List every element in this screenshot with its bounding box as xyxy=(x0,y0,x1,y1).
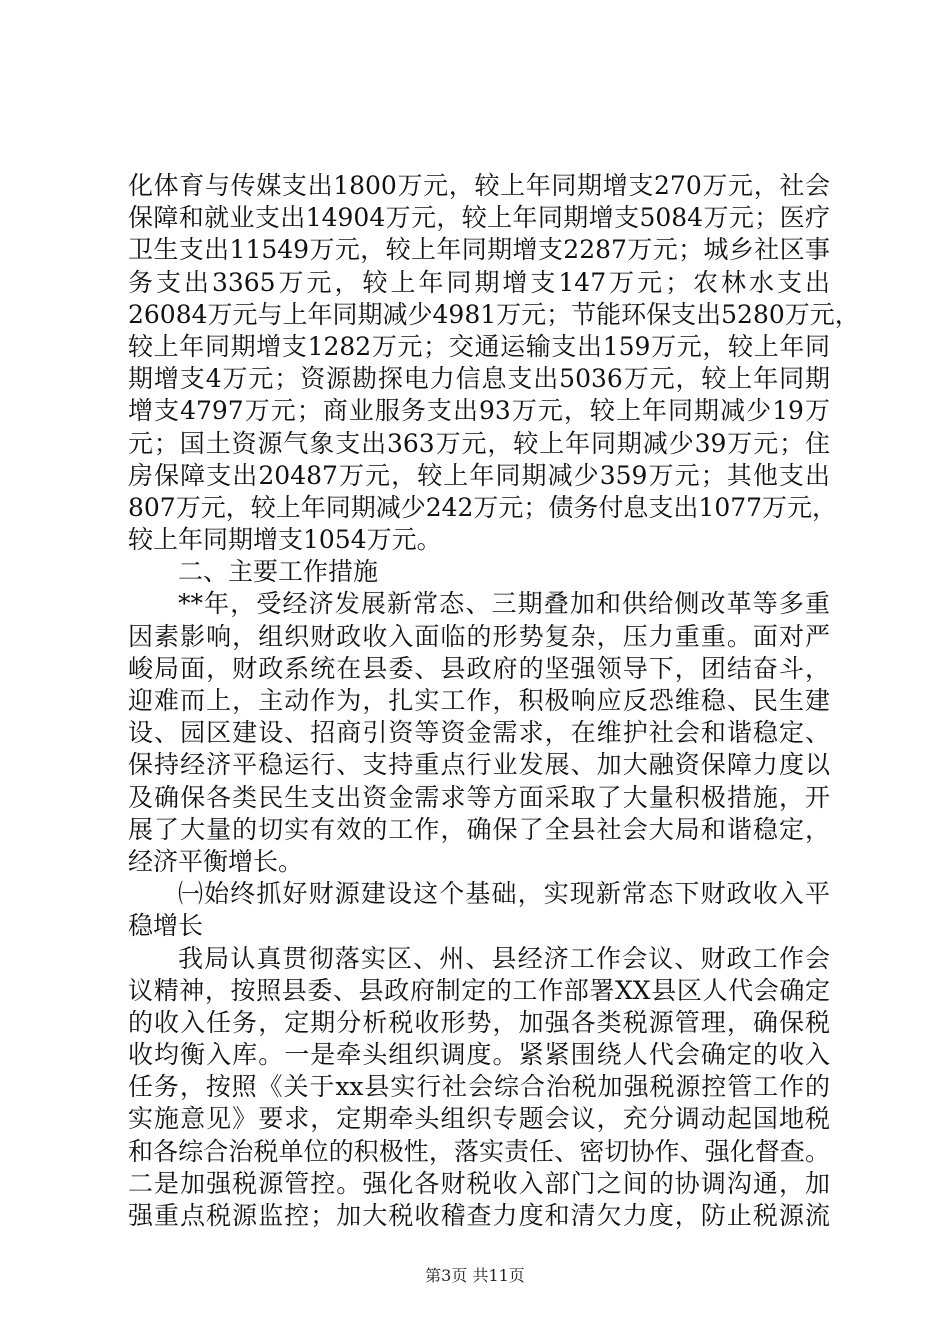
text-line: 展了大量的切实有效的工作，确保了全县社会大局和谐稳定， xyxy=(128,814,830,844)
paragraph-expenditure xyxy=(128,170,860,556)
text-line: 保障和就业支出14904万元，较上年同期增支5084万元；医疗 xyxy=(128,203,830,233)
text-line: 元；国土资源气象支出363万元，较上年同期减少39万元；住 xyxy=(128,428,830,458)
text-line: 经济平衡增长。 xyxy=(128,846,304,876)
paragraph-revenue xyxy=(128,943,830,1233)
text-line: ㈠始终抓好财源建设这个基础，实现新常态下财政收入平 xyxy=(178,879,830,909)
text-line: 增支4797万元；商业服务支出93万元，较上年同期减少19万 xyxy=(128,396,830,426)
text-line: 任务，按照《关于xx县实行社会综合治税加强税源控管工作的 xyxy=(128,1072,830,1102)
text-line: **年，受经济发展新常态、三期叠加和供给侧改革等多重 xyxy=(178,589,830,619)
text-line: 强重点税源监控；加大税收稽查力度和清欠力度，防止税源流 xyxy=(128,1201,830,1230)
section-heading: 二、主要工作措施 xyxy=(178,557,379,587)
text-line: 化体育与传媒支出1800万元，较上年同期增支270万元，社会 xyxy=(128,171,830,200)
text-line: 807万元，较上年同期减少242万元；债务付息支出1077万元， xyxy=(128,492,838,522)
document-body xyxy=(128,170,860,1232)
text-line: 因素影响，组织财政收入面临的形势复杂，压力重重。面对严 xyxy=(128,621,830,651)
text-line: 迎难而上，主动作为，扎实工作，积极响应反恐维稳、民生建 xyxy=(128,686,830,715)
text-line: 务支出3365万元，较上年同期增支147万元；农林水支出 xyxy=(128,267,830,297)
text-line: 稳增长 xyxy=(128,911,204,941)
paragraph-measures xyxy=(128,588,830,878)
text-line: 房保障支出20487万元，较上年同期减少359万元；其他支出 xyxy=(128,460,830,490)
text-line: 二是加强税源管控。强化各财税收入部门之间的协调沟通，加 xyxy=(128,1168,830,1198)
text-line: 保持经济平稳运行、支持重点行业发展、加大融资保障力度以 xyxy=(128,750,830,780)
text-line: 期增支4万元；资源勘探电力信息支出5036万元，较上年同期 xyxy=(128,364,830,394)
text-line: 峻局面，财政系统在县委、县政府的坚强领导下，团结奋斗， xyxy=(128,653,830,683)
text-line: 26084万元与上年同期减少4981万元；节能环保支出5280万元， xyxy=(128,299,860,329)
text-line: 我局认真贯彻落实区、州、县经济工作会议、财政工作会 xyxy=(178,943,830,973)
subsection-heading xyxy=(128,878,830,942)
text-line: 较上年同期增支1054万元。 xyxy=(128,525,442,555)
text-line: 和各综合治税单位的积极性，落实责任、密切协作、强化督查。 xyxy=(128,1136,830,1166)
text-line: 及确保各类民生支出资金需求等方面采取了大量积极措施，开 xyxy=(128,782,830,812)
text-line: 卫生支出11549万元，较上年同期增支2287万元；城乡社区事 xyxy=(128,235,830,265)
text-line: 设、园区建设、招商引资等资金需求，在维护社会和谐稳定、 xyxy=(128,718,830,748)
page-number-footer: 第3页 共11页 xyxy=(425,1266,525,1285)
text-line: 较上年同期增支1282万元；交通运输支出159万元，较上年同 xyxy=(128,331,830,361)
text-line: 议精神，按照县委、县政府制定的工作部署XX县区人代会确定 xyxy=(128,975,830,1005)
text-line: 实施意见》要求，定期牵头组织专题会议，充分调动起国地税 xyxy=(128,1104,830,1134)
text-line: 的收入任务，定期分析税收形势，加强各类税源管理，确保税 xyxy=(128,1007,830,1037)
text-line: 收均衡入库。一是牵头组织调度。紧紧围绕人代会确定的收入 xyxy=(128,1040,830,1070)
